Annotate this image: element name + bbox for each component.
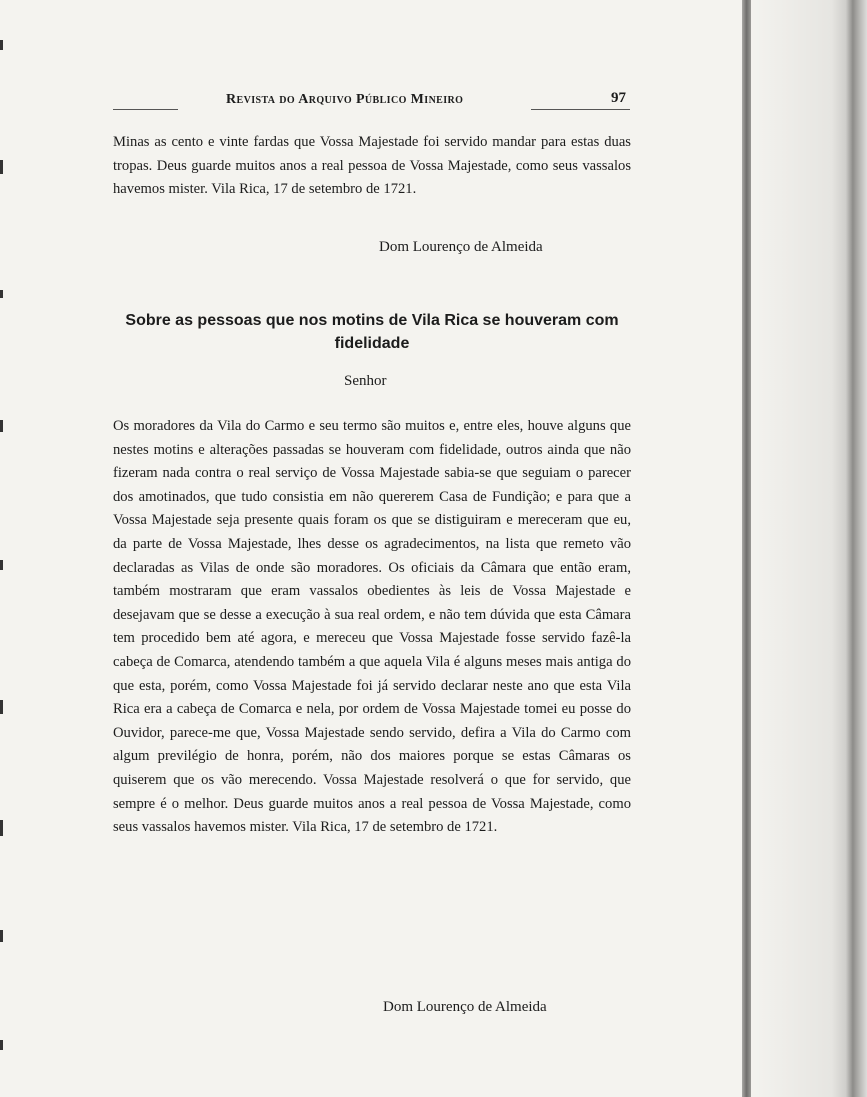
letter1-paragraph: Minas as cento e vinte fardas que Vossa Majestade foi servido mandar para estas duas tropas. Deus guarde muitos anos a real pessoa de Vossa Majestade, como seus vassalos havemos mister. Vila Rica, 17 de setembro de 1721.: [113, 134, 631, 198]
letter2-salutation: Senhor: [344, 373, 387, 389]
page-number: 97: [611, 90, 626, 106]
letter2-title: Sobre as pessoas que nos motins de Vila Rica se houveram com fidelidade: [125, 312, 619, 352]
letter2-signature: Dom Lourenço de Almeida: [383, 999, 547, 1015]
letter1-signature: Dom Lourenço de Almeida: [379, 239, 543, 255]
book-spine-shadow: [749, 0, 867, 1097]
running-header: [113, 90, 630, 118]
letter2-body: [113, 415, 631, 840]
book-gutter: [742, 0, 751, 1097]
page-edge: [0, 0, 4, 1097]
letter2-paragraph: Os moradores da Vila do Carmo e seu termo são muitos e, entre eles, houve alguns que nestes motins e alterações passadas se houveram com fidelidade, outros ainda que não fizeram nada contra o real serviço de Vossa Majestade sabia-se que seguiam o parecer dos amotinados, que tudo consistia em não quererem Casa de Fundição; e para que a Vossa Majestade seja presente quais foram os que se distiguiram e mereceram que eu, da parte de Vossa Majestade, lhes desse os agradecimentos, na lista que remeto vão declaradas as Vilas de onde são moradores. Os oficiais da Câmara que então eram, também mostraram que eram vassalos obedientes às leis de Vossa Majestade e desejavam que se desse a execução à sua real ordem, e não tem dúvida que esta Câmara tem procedido bem até agora, e mereceu que Vossa Majestade fosse servido fazê-la cabeça de Comarca, atendendo também a que aquela Vila é alguns meses mais antiga do que esta, porém, como Vossa Majestade foi já servido declarar neste ano que esta Vila Rica era a cabeça de Comarca e nela, por ordem de Vossa Majestade tomei eu posse do Ouvidor, parece-me que, Vossa Majestade sendo servido, defira a Vila do Carmo com algum previlégio de honra, porém, não dos maiores porque se estas Câmaras os quiserem que os vão merecendo. Vossa Majestade resolverá o que for servido, que sempre é o melhor. Deus guarde muitos anos a real pessoa de Vossa Majestade, como seus vassalos havemos mister. Vila Rica, 17 de setembro de 1721.: [113, 418, 631, 836]
header-rule-right: [531, 109, 630, 110]
journal-title: Revista do Arquivo Público Mineiro: [226, 92, 464, 107]
header-rule-left: [113, 109, 178, 110]
letter1-body: [113, 131, 631, 202]
